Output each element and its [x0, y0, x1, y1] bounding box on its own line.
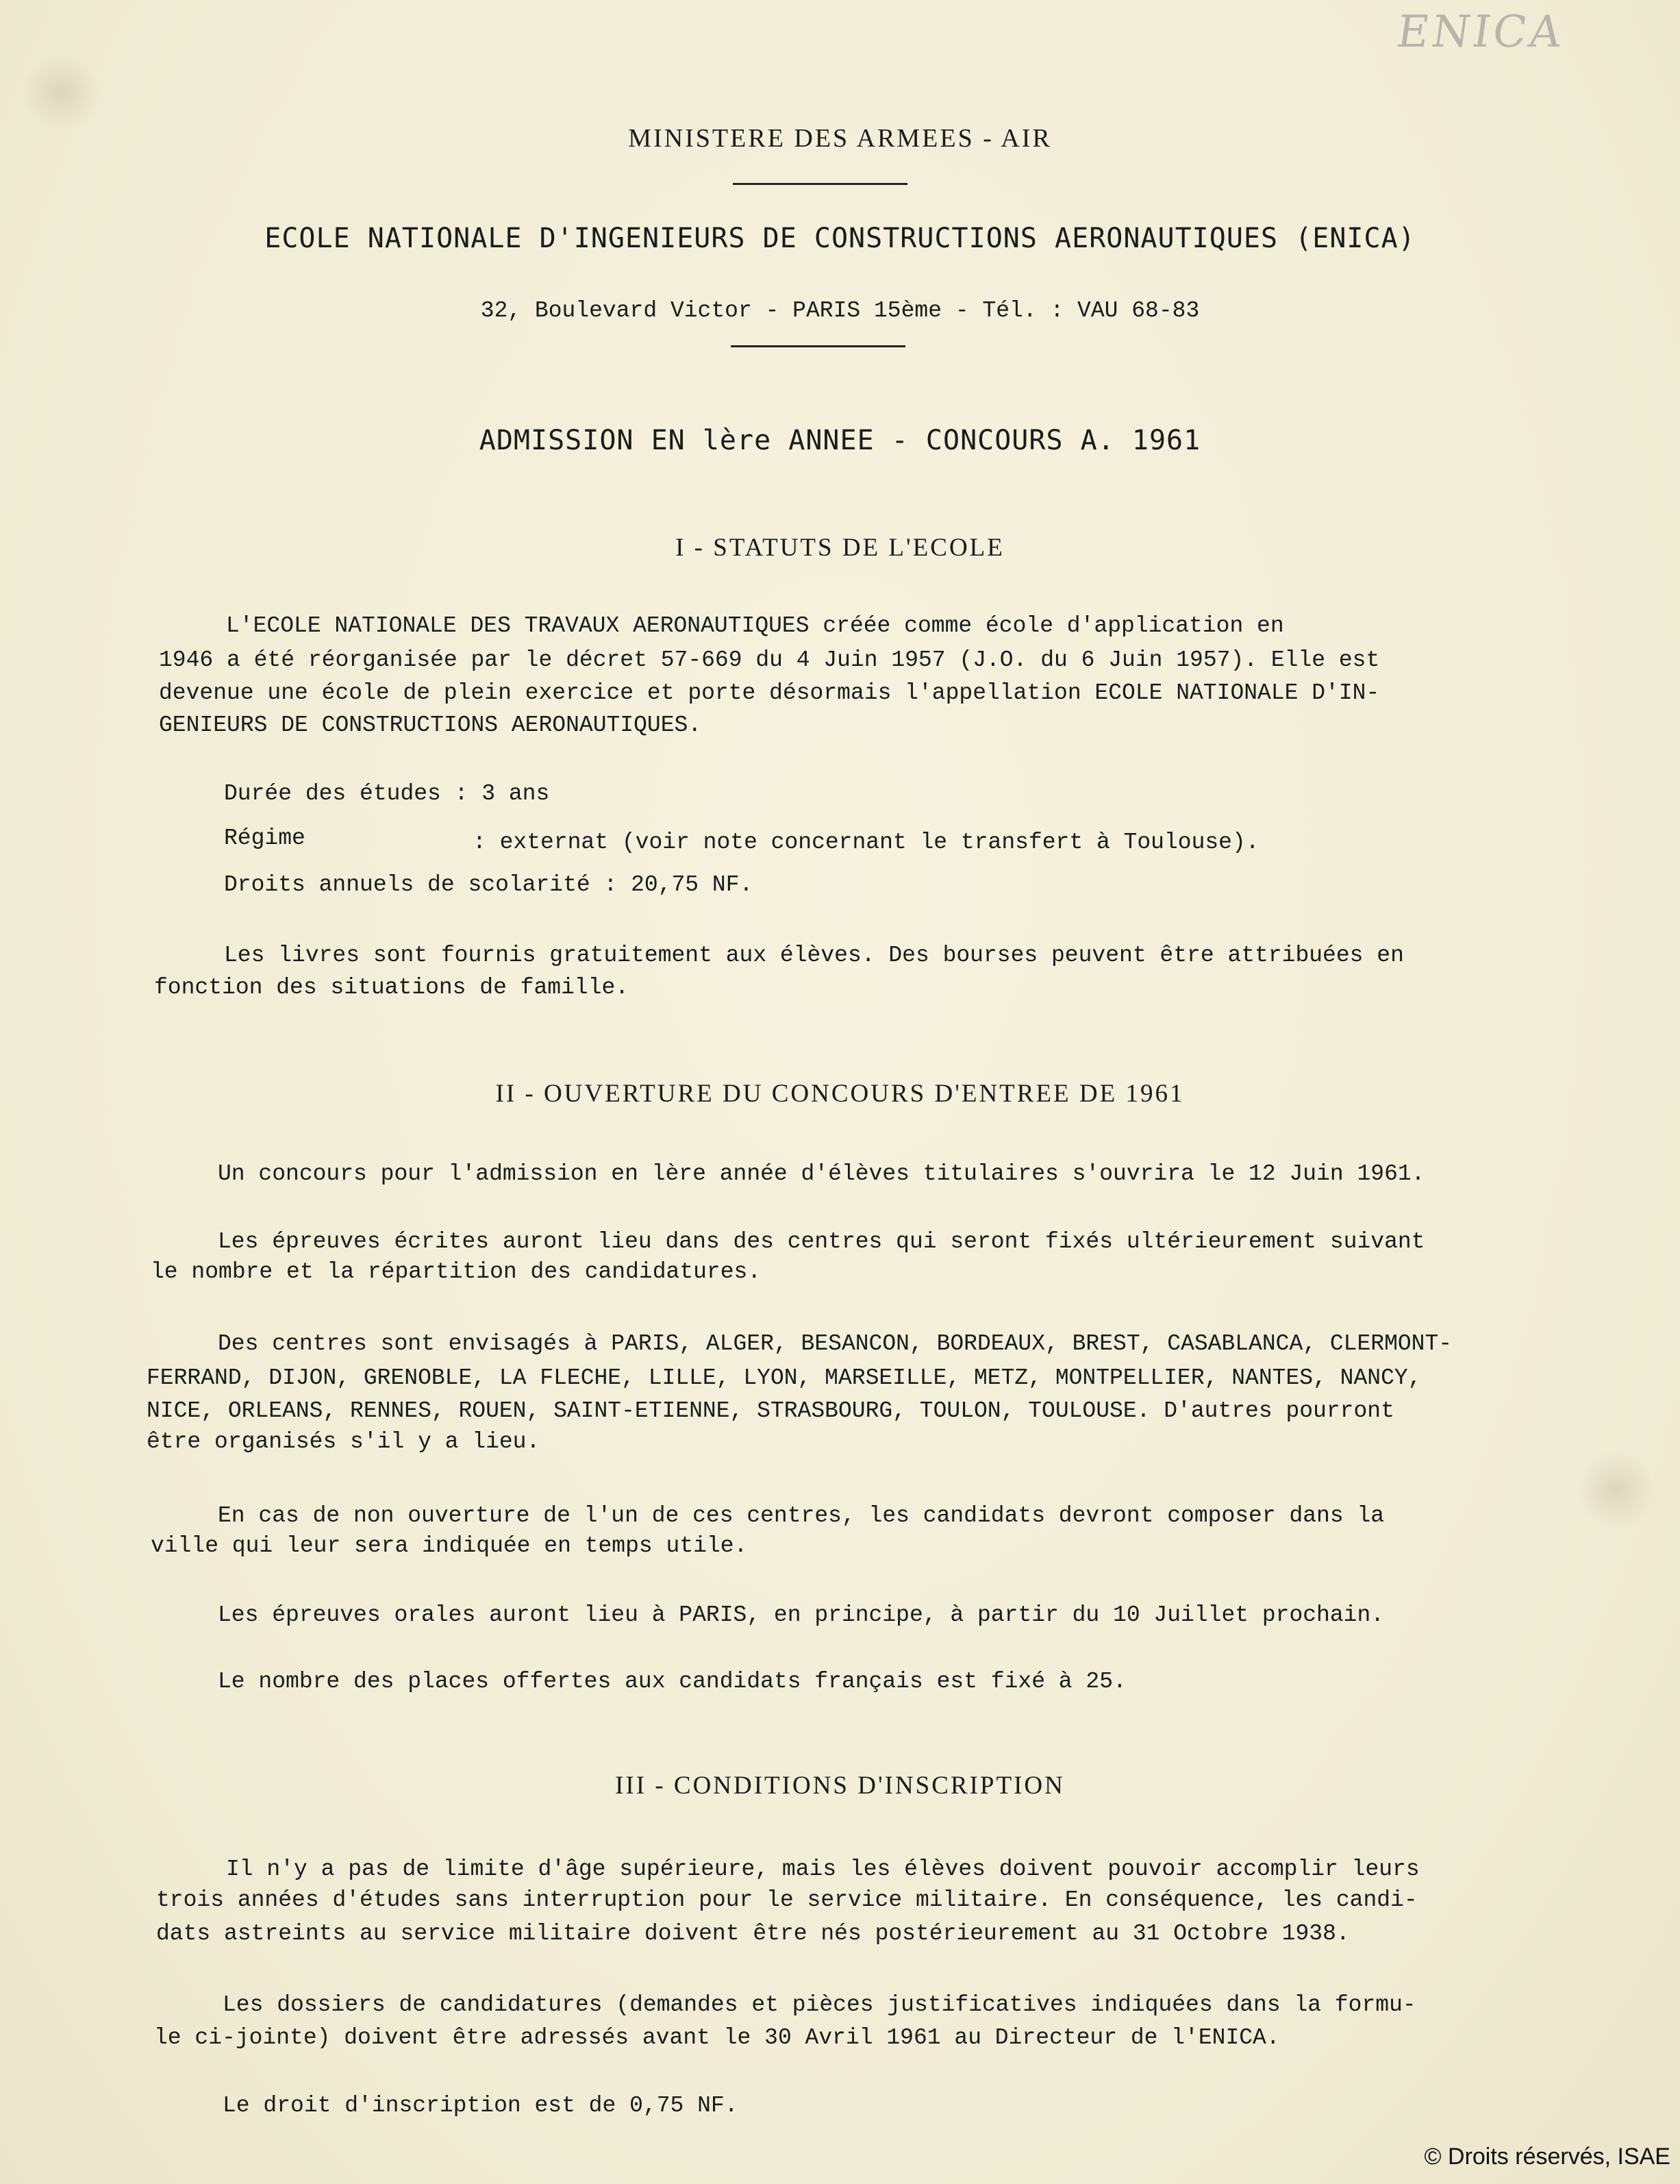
section-title: III - CONDITIONS D'INSCRIPTION: [615, 1772, 1065, 1800]
paragraph-line: NICE, ORLEANS, RENNES, ROUEN, SAINT-ETIENNE, STRASBOURG, TOULON, TOULOUSE. D'autres pourront: [147, 1398, 1394, 1424]
copyright-notice: © Droits réservés, ISAE: [1424, 2144, 1670, 2170]
handwritten-note: ENICA: [1393, 7, 1568, 58]
paragraph-line: fonction des situations de famille.: [154, 975, 629, 1000]
paragraph-line: Un concours pour l'admission en lère année d'élèves titulaires s'ouvrira le 12 Juin 1961.: [218, 1161, 1425, 1187]
school-address: 32, Boulevard Victor - PARIS 15ème - Tél. : VAU 68-83: [480, 298, 1200, 323]
section-title: I - STATUTS DE L'ECOLE: [675, 534, 1005, 562]
paragraph-line: dats astreints au service militaire doivent être nés postérieurement au 31 Octobre 1938.: [156, 1921, 1350, 1946]
paragraph-line: 1946 a été réorganisée par le décret 57-669 du 4 Juin 1957 (J.O. du 6 Juin 1957). Elle est: [159, 647, 1380, 673]
paragraph-line: Les dossiers de candidatures (demandes et pièces justificatives indiquées dans la formu-: [223, 1992, 1416, 2018]
paragraph-line: devenue une école de plein exercice et porte désormais l'appellation ECOLE NATIONALE D'IN-: [159, 680, 1380, 706]
paragraph-line: En cas de non ouverture de l'un de ces centres, les candidats devront composer dans la: [218, 1503, 1385, 1528]
study-duration: Durée des études : 3 ans: [224, 781, 550, 806]
paragraph-line: Il n'y a pas de limite d'âge supérieure, mais les élèves doivent pouvoir accomplir leurs: [226, 1857, 1420, 1882]
paragraph-line: GENIEURS DE CONSTRUCTIONS AERONAUTIQUES.: [159, 712, 702, 738]
regime-value: : externat (voir note concernant le transfert à Toulouse).: [473, 830, 1259, 855]
divider: [731, 345, 905, 347]
paragraph-line: Des centres sont envisagés à PARIS, ALGER, BESANCON, BORDEAUX, BREST, CASABLANCA, CLERMONT-: [218, 1331, 1453, 1356]
paragraph-line: le nombre et la répartition des candidatures.: [151, 1259, 762, 1285]
paragraph-line: être organisés s'il y a lieu.: [147, 1429, 540, 1454]
paragraph-line: Le droit d'inscription est de 0,75 NF.: [223, 2093, 738, 2118]
paragraph-line: ville qui leur sera indiquée en temps utile.: [151, 1533, 748, 1559]
tuition-fees: Droits annuels de scolarité : 20,75 NF.: [224, 872, 753, 897]
regime-label: Régime: [224, 826, 305, 851]
paper-smudge: [21, 55, 103, 130]
ministry-heading: MINISTERE DES ARMEES - AIR: [628, 124, 1052, 153]
paragraph-line: Les épreuves écrites auront lieu dans des centres qui seront fixés ultérieurement suivant: [218, 1229, 1425, 1254]
paragraph-line: le ci-jointe) doivent être adressés avant le 30 Avril 1961 au Directeur de l'ENICA.: [154, 2025, 1280, 2050]
paragraph-line: L'ECOLE NATIONALE DES TRAVAUX AERONAUTIQUES créée comme école d'application en: [226, 613, 1284, 638]
paragraph-line: Les épreuves orales auront lieu à PARIS, en principe, à partir du 10 Juillet prochain.: [218, 1602, 1385, 1628]
section-title: II - OUVERTURE DU CONCOURS D'ENTREE DE 1961: [495, 1080, 1185, 1108]
paper-smudge: [1575, 1452, 1657, 1528]
paragraph-line: FERRAND, DIJON, GRENOBLE, LA FLECHE, LILLE, LYON, MARSEILLE, METZ, MONTPELLIER, NANTES, NANCY,: [147, 1365, 1422, 1391]
paragraph-line: Le nombre des places offertes aux candidats français est fixé à 25.: [218, 1669, 1127, 1694]
divider: [733, 183, 907, 185]
paragraph-line: trois années d'études sans interruption pour le service militaire. En conséquence, les candi-: [156, 1887, 1418, 1913]
paragraph-line: Les livres sont fournis gratuitement aux élèves. Des bourses peuvent être attribuées en: [224, 943, 1404, 968]
admission-heading: ADMISSION EN lère ANNEE - CONCOURS A. 1961: [479, 425, 1201, 456]
school-heading: ECOLE NATIONALE D'INGENIEURS DE CONSTRUCTIONS AERONAUTIQUES (ENICA): [264, 223, 1416, 254]
